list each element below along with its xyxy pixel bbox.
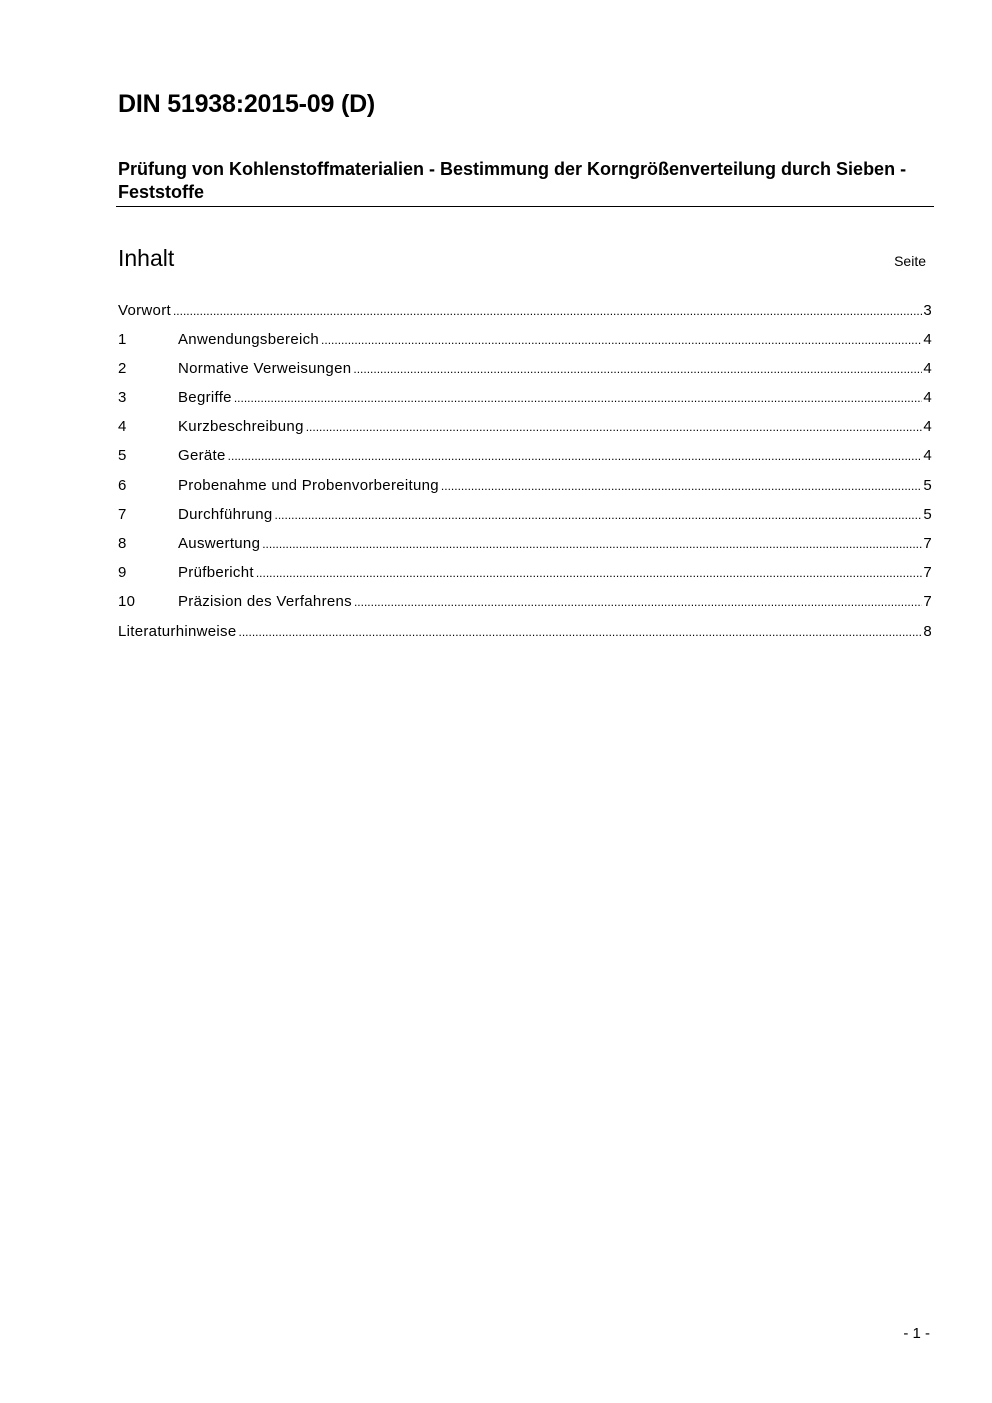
toc-entry-page: 3	[923, 302, 932, 319]
toc-entry-page: 7	[923, 563, 932, 581]
toc-entry-page: 4	[923, 418, 932, 436]
toc-entry-text: Geräte	[178, 447, 226, 465]
toc-entry-1[interactable]	[118, 331, 932, 360]
toc-entry-8[interactable]	[118, 535, 932, 564]
toc-entry-page: 7	[923, 592, 932, 610]
toc-entry-9[interactable]	[118, 564, 932, 593]
toc-dot-leader	[306, 418, 923, 435]
toc-entry-page: 4	[923, 360, 932, 378]
toc-dot-leader	[234, 389, 923, 406]
toc-entry-text: Normative Verweisungen	[178, 360, 352, 378]
toc-dot-leader	[239, 623, 923, 640]
toc-entry-number: 5	[118, 447, 127, 465]
toc-page-column-label: Seite	[894, 253, 926, 269]
toc-entry-5[interactable]	[118, 447, 932, 476]
toc-dot-leader	[321, 331, 922, 348]
toc-entry-text: Kurzbeschreibung	[178, 418, 304, 436]
table-of-contents	[118, 302, 932, 652]
toc-dot-leader	[173, 302, 922, 319]
toc-entry-text: Auswertung	[178, 534, 261, 552]
toc-dot-leader	[353, 360, 922, 377]
toc-entry-2[interactable]	[118, 360, 932, 389]
toc-entry-number: 7	[118, 505, 127, 523]
toc-entry-3[interactable]	[118, 389, 932, 418]
toc-entry-page: 5	[923, 476, 932, 494]
toc-entry-page: 5	[923, 505, 932, 523]
toc-entry-page: 4	[923, 389, 932, 407]
toc-entry-10[interactable]	[118, 593, 932, 622]
toc-entry-literaturhinweise[interactable]	[118, 623, 932, 652]
toc-entry-number: 2	[118, 360, 127, 378]
document-title: Prüfung von Kohlenstoffmaterialien - Bestimmung der Korngrößenverteilung durch Sieben - Feststoffe	[118, 159, 907, 202]
toc-heading: Inhalt	[118, 245, 175, 271]
toc-entry-text: Anwendungsbereich	[178, 331, 320, 349]
toc-entry-text: Durchführung	[178, 505, 273, 523]
toc-entry-number: 4	[118, 418, 127, 436]
toc-entry-vorwort[interactable]	[118, 302, 932, 331]
toc-entry-page: 7	[923, 534, 932, 552]
toc-entry-number: 9	[118, 563, 127, 581]
toc-entry-7[interactable]	[118, 506, 932, 535]
toc-entry-text: Literaturhinweise	[118, 622, 237, 640]
toc-entry-text: Begriffe	[178, 389, 232, 407]
toc-entry-number: 8	[118, 534, 127, 552]
toc-dot-leader	[256, 564, 923, 581]
toc-entry-page: 4	[923, 331, 932, 349]
toc-entry-page: 4	[923, 447, 932, 465]
toc-dot-leader	[228, 447, 923, 464]
toc-entry-number: 10	[118, 592, 136, 610]
toc-entry-text: Präzision des Verfahrens	[178, 592, 352, 610]
toc-entry-4[interactable]	[118, 418, 932, 447]
toc-entry-text: Prüfbericht	[178, 563, 254, 581]
document-id: DIN 51938:2015-09 (D)	[118, 90, 376, 118]
toc-entry-number: 1	[118, 331, 127, 349]
toc-dot-leader	[354, 593, 922, 610]
toc-entry-number: 3	[118, 389, 127, 407]
title-divider	[116, 206, 934, 207]
toc-dot-leader	[262, 535, 922, 552]
toc-entry-6[interactable]	[118, 477, 932, 506]
toc-entry-page: 8	[923, 622, 932, 640]
toc-entry-number: 6	[118, 476, 127, 494]
toc-entry-text: Vorwort	[118, 302, 171, 319]
toc-entry-text: Probenahme und Probenvorbereitung	[178, 476, 439, 494]
toc-dot-leader	[441, 477, 922, 494]
page-number: - 1 -	[903, 1325, 930, 1342]
toc-dot-leader	[275, 506, 923, 523]
